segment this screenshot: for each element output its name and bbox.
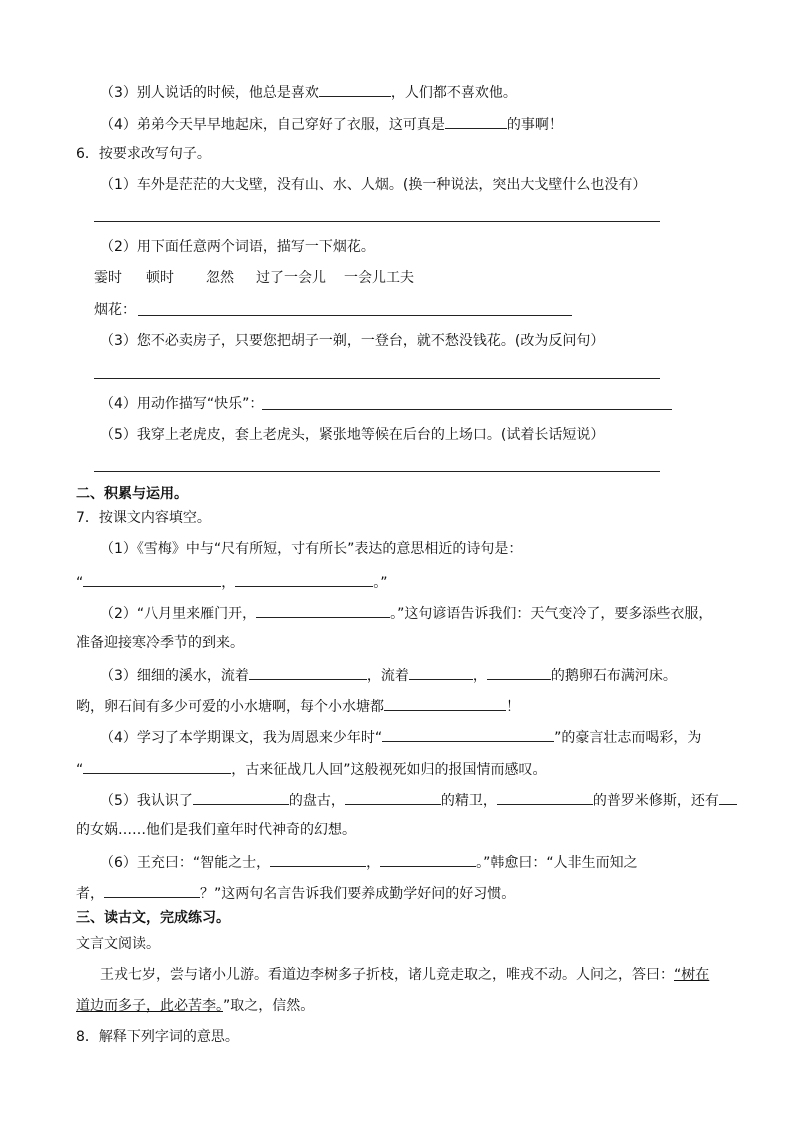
q7-item3-cont: 哟，卵石间有多少可爱的小水塘啊，每个小水塘都 ！ (76, 695, 520, 717)
answer-line[interactable] (138, 315, 572, 316)
passage-line-2: 道边而多子，此必苦李。”取之，信然。 (76, 998, 315, 1014)
q6-item1: （1）车外是茫茫的大戈壁，没有山、水、人烟。(换一种说法，突出大戈壁什么也没有） (100, 177, 647, 193)
q7-item6: （6）王充曰：“智能之士， ， 。”韩愈曰：“人非生而知之 (100, 851, 638, 873)
blank[interactable] (719, 789, 737, 805)
blank[interactable] (409, 664, 473, 680)
word-5: 一会儿工夫 (344, 270, 414, 286)
section3-heading: 三、读古文，完成练习。 (76, 910, 230, 926)
blank[interactable] (104, 882, 200, 898)
q6-item4: （4）用动作描写“快乐”： (100, 396, 264, 412)
blank[interactable] (193, 789, 289, 805)
word-3: 忽然 (206, 270, 234, 286)
blank[interactable] (380, 851, 476, 867)
blank[interactable] (256, 602, 390, 618)
q7-item1-blanks: “ ， 。” (76, 571, 388, 593)
blank[interactable] (445, 113, 507, 129)
passage-line-1: 王戎七岁，尝与诸小儿游。看道边李树多子折枝，诸儿竞走取之，唯戎不动。人问之，答曰：“树在 (100, 967, 710, 983)
q7-item4-cont: “ ，古来征战几人回”这般视死如归的报国情而感叹。 (76, 758, 547, 780)
blank[interactable] (270, 851, 366, 867)
answer-line[interactable] (94, 221, 660, 222)
q5-item3: （3）别人说话的时候，他总是喜欢 ，人们都不喜欢他。 (100, 81, 517, 103)
word-2: 顿时 (146, 270, 174, 286)
q7-item3: （3）细细的溪水，流着 ，流着 ， 的鹅卵石布满河床。 (100, 664, 677, 686)
blank[interactable] (83, 758, 231, 774)
q7-item5-cont: 的女娲……他们是我们童年时代神奇的幻想。 (76, 822, 356, 838)
answer-line[interactable] (94, 471, 660, 472)
q5-item4: （4）弟弟今天早早地起床，自己穿好了衣服，这可真是 的事啊！ (100, 113, 563, 135)
q6-item2: （2）用下面任意两个词语，描写一下烟花。 (100, 239, 375, 255)
word-1: 霎时 (94, 270, 122, 286)
blank[interactable] (384, 695, 506, 711)
q7-item1: （1）《雪梅》中与“尺有所短，寸有所长”表达的意思相近的诗句是： (100, 541, 523, 557)
q7-item4: （4）学习了本学期课文，我为周恩来少年时“ ”的豪言壮志而喝彩，为 (100, 726, 701, 748)
blank[interactable] (235, 571, 373, 587)
section3-sub: 文言文阅读。 (76, 936, 160, 952)
q8-title: 8．解释下列字词的意思。 (76, 1029, 239, 1045)
blank[interactable] (249, 664, 367, 680)
q7-item6-cont: 者， ？”这两句名言告诉我们要养成勤学好问的好习惯。 (76, 882, 515, 904)
q7-item2-cont: 准备迎接寒冷季节的到来。 (76, 635, 244, 651)
blank[interactable] (497, 789, 593, 805)
q6-item3: （3）您不必卖房子，只要您把胡子一剃，一登台，就不愁没钱花。(改为反问句） (100, 333, 605, 349)
blank[interactable] (382, 726, 554, 742)
q7-title: 7．按课文内容填空。 (76, 510, 211, 526)
fireworks-label: 烟花： (94, 302, 136, 318)
section2-heading: 二、积累与运用。 (76, 486, 188, 502)
blank[interactable] (345, 789, 441, 805)
q6-item5: （5）我穿上老虎皮，套上老虎头，紧张地等候在后台的上场口。(试着长话短说） (100, 427, 605, 443)
blank[interactable] (319, 81, 391, 97)
q7-item2: （2）“八月里来雁门开， 。”这句谚语告诉我们：天气变冷了，要多添些衣服， (100, 602, 712, 624)
word-4: 过了一会儿 (256, 270, 326, 286)
q6-title: 6．按要求改写句子。 (76, 146, 211, 162)
answer-line[interactable] (262, 409, 672, 410)
blank[interactable] (83, 571, 221, 587)
q7-item5: （5）我认识了 的盘古， 的精卫， 的普罗米修斯，还有 (100, 789, 737, 811)
answer-line[interactable] (94, 378, 660, 379)
blank[interactable] (487, 664, 551, 680)
